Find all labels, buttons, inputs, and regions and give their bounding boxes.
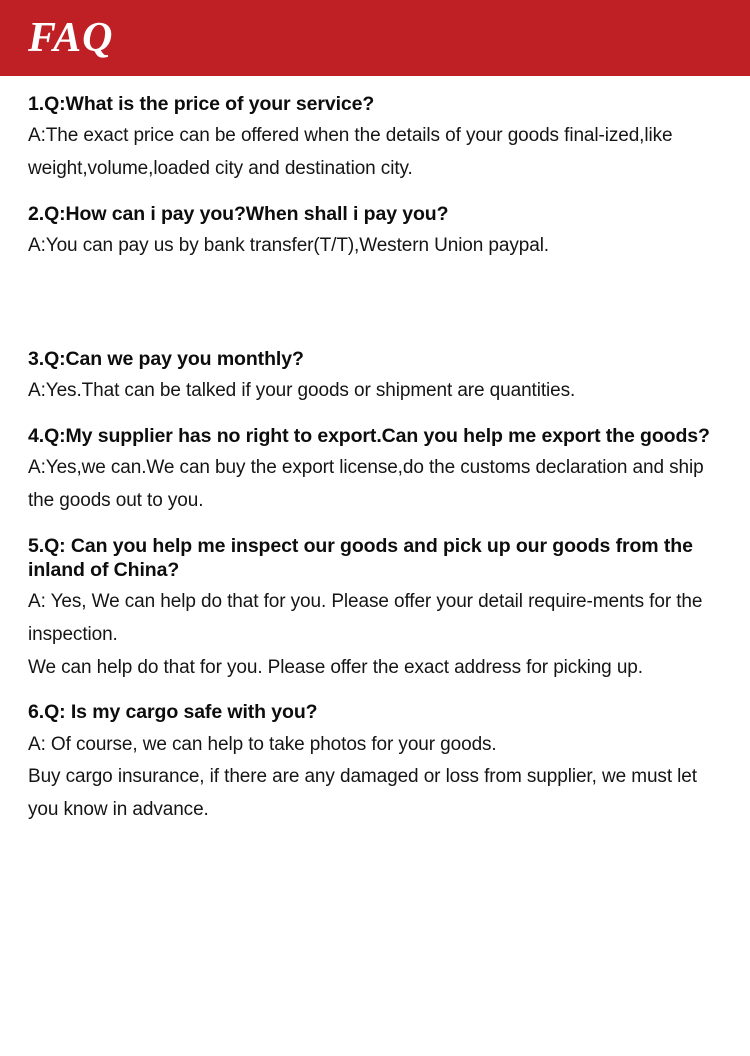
- faq-question: 2.Q:How can i pay you?When shall i pay you?: [28, 202, 449, 225]
- faq-answer: A:The exact price can be offered when the details of your goods final-ized,like weight,volume,loaded city and destination city.: [28, 125, 673, 180]
- faq-answer: A:You can pay us by bank transfer(T/T),Western Union paypal.: [28, 235, 549, 257]
- faq-answer: A: Of course, we can help to take photos for your goods.: [28, 733, 497, 755]
- faq-answer: Buy cargo insurance, if there are any damaged or loss from supplier, we must let you know in advance.: [28, 766, 697, 821]
- faq-question: 3.Q:Can we pay you monthly?: [28, 347, 304, 370]
- faq-answer: A:Yes.That can be talked if your goods or shipment are quantities.: [28, 380, 576, 402]
- faq-item: [28, 92, 722, 186]
- faq-list: [0, 76, 750, 853]
- faq-question: 4.Q:My supplier has no right to export.Can you help me export the goods?: [28, 424, 710, 447]
- faq-question: 6.Q: Is my cargo safe with you?: [28, 701, 318, 724]
- faq-header-banner: [0, 0, 750, 76]
- faq-item: [28, 202, 722, 263]
- faq-item: [28, 424, 722, 518]
- faq-answer: A: Yes, We can help do that for you. Please offer your detail require-ments for the inspection.: [28, 591, 703, 645]
- faq-item: [28, 347, 722, 408]
- faq-question: 1.Q:What is the price of your service?: [28, 93, 375, 115]
- page-title: FAQ: [28, 15, 114, 61]
- faq-item: [28, 534, 722, 685]
- faq-question: 5.Q: Can you help me inspect our goods and pick up our goods from the inland of China?: [28, 534, 693, 581]
- faq-item: [28, 700, 722, 826]
- faq-answer: A:Yes,we can.We can buy the export license,do the customs declaration and ship the goods out to you.: [28, 457, 704, 511]
- faq-answer: We can help do that for you. Please offer the exact address for picking up.: [28, 656, 643, 678]
